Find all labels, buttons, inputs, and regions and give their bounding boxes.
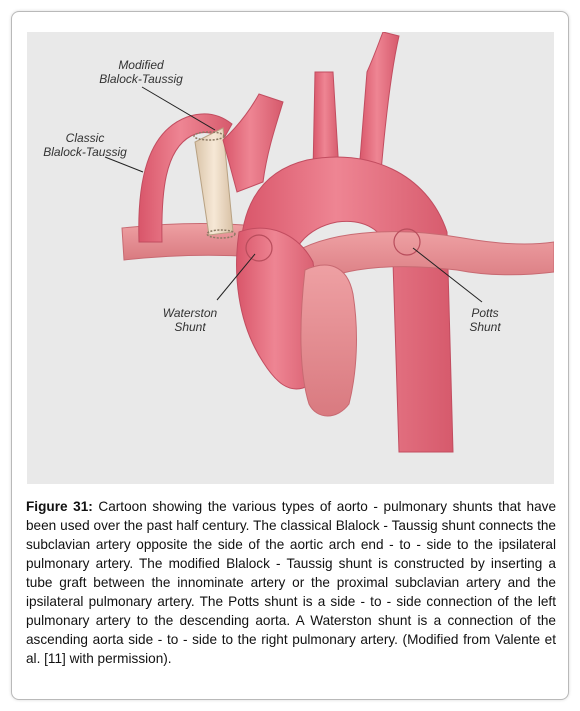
label-classic-bt-line1: Classic xyxy=(65,131,105,145)
left-subclavian-artery xyxy=(359,32,399,172)
label-waterston-line2: Shunt xyxy=(174,320,206,334)
label-waterston-line1: Waterston xyxy=(162,306,218,320)
label-potts-line1: Potts xyxy=(471,306,499,320)
label-classic-bt xyxy=(30,131,140,159)
pulmonary-trunk xyxy=(301,265,357,416)
label-classic-bt-line2: Blalock-Taussig xyxy=(43,145,127,159)
label-waterston xyxy=(150,306,230,334)
caption-text: Cartoon showing the various types of aorto - pulmonary shunts that have been used over the past half century. The classical Blalock - Taussig shunt connects the subclavian artery opposite the side of the aortic arch end - to - side to the ipsilateral pulmonary artery. The modified Blalock - Taussig shunt is constructed by inserting a tube graft between the innominate artery or the proximal subclavian artery and the ipsilateral pulmonary artery. The Potts shunt is a side - to - side connection of the left pulmonary artery to the descending aorta. A Waterston shunt is a connection of the ascending aorta side - to - side to the right pulmonary artery. (Modified from Valente et al. [11] with permission). xyxy=(26,499,556,666)
shunt-diagram-svg xyxy=(27,32,554,484)
label-modified-bt-line2: Blalock-Taussig xyxy=(99,72,183,86)
shunt-illustration xyxy=(27,32,554,484)
label-potts-line2: Shunt xyxy=(469,320,501,334)
figure-number: Figure 31: xyxy=(26,499,93,514)
classic-bt-leader xyxy=(105,157,143,172)
label-modified-bt-line1: Modified xyxy=(118,58,164,72)
figure-caption xyxy=(26,497,556,668)
label-modified-bt xyxy=(86,58,196,86)
label-potts xyxy=(455,306,515,334)
